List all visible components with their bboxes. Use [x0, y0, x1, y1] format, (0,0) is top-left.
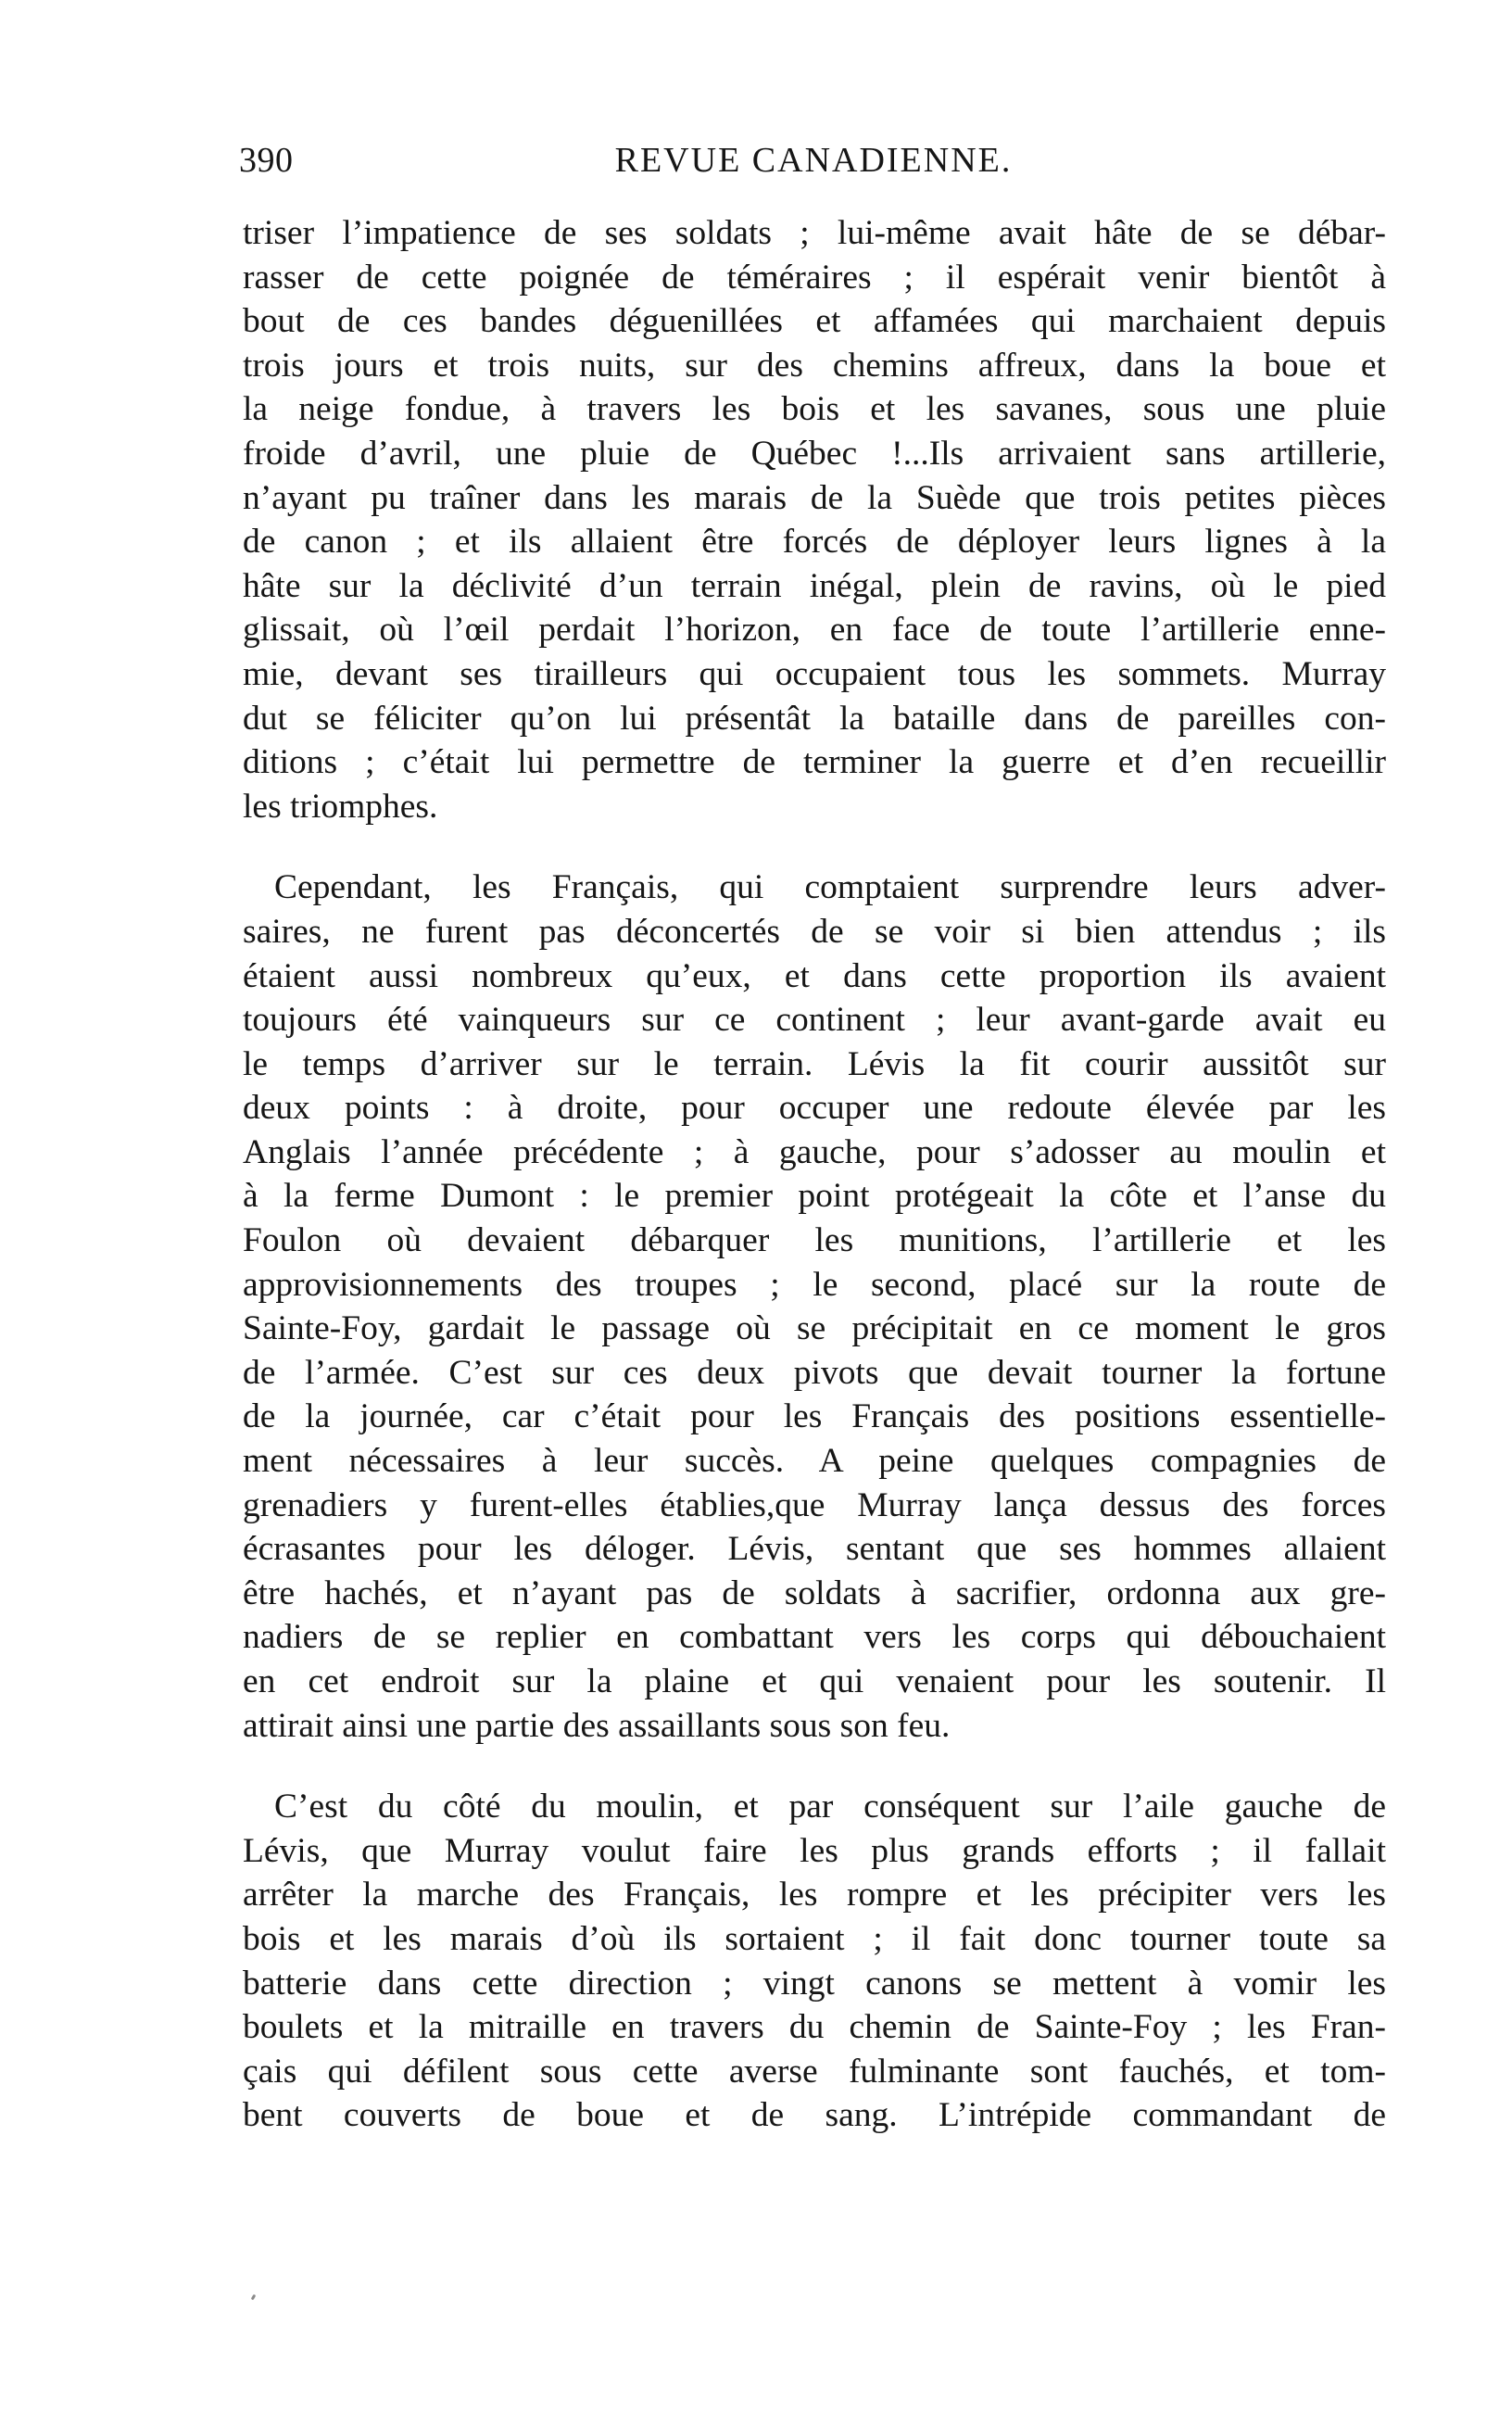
page-number: 390 — [239, 141, 294, 180]
paragraph-1 — [243, 211, 1386, 828]
text-line: hâte sur la déclivité d’un terrain inégal, plein de ravins, où le pied — [243, 566, 1386, 605]
text-line: écrasantes pour les déloger. Lévis, sentant que ses hommes allaient — [243, 1530, 1386, 1569]
text-line: Cependant, les Français, qui comptaient surprendre leurs adver- — [274, 868, 1386, 907]
text-line: glissait, où l’œil perdait l’horizon, en face de toute l’artillerie enne- — [243, 611, 1386, 650]
text-line: être hachés, et n’ayant pas de soldats à sacrifier, ordonna aux gre- — [243, 1573, 1386, 1612]
text-line: çais qui défilent sous cette averse fulminante sont fauchés, et tom- — [243, 2052, 1386, 2091]
text-line: batterie dans cette direction ; vingt canons se mettent à vomir les — [243, 1964, 1386, 2003]
body-text — [243, 211, 1386, 2138]
text-line: bout de ces bandes déguenillées et affamées qui marchaient depuis — [243, 302, 1386, 341]
text-line: étaient aussi nombreux qu’eux, et dans cette proportion ils avaient — [243, 956, 1386, 995]
journal-title: REVUE CANADIENNE. — [614, 141, 1013, 180]
text-line: rasser de cette poignée de téméraires ; il espérait venir bientôt à — [243, 258, 1386, 297]
text-line: C’est du côté du moulin, et par conséquent sur l’aile gauche de — [274, 1788, 1386, 1826]
text-line: Anglais l’année précédente ; à gauche, pour s’adosser au moulin et — [243, 1132, 1386, 1171]
text-line: dut se féliciter qu’on lui présentât la bataille dans de pareilles con- — [243, 699, 1386, 738]
paragraph-3 — [243, 1785, 1386, 2138]
text-line: à la ferme Dumont : le premier point protégeait la côte et l’anse du — [243, 1177, 1386, 1216]
text-line: grenadiers y furent-elles établies,que Murray lança dessus des forces — [243, 1485, 1386, 1524]
text-line: bois et les marais d’où ils sortaient ; il fait donc tourner toute sa — [243, 1919, 1386, 1958]
text-line: froide d’avril, une pluie de Québec !...Ils arrivaient sans artillerie, — [243, 434, 1386, 473]
ink-speck — [251, 2294, 257, 2301]
text-line: n’ayant pu traîner dans les marais de la Suède que trois petites pièces — [243, 478, 1386, 517]
text-line: trois jours et trois nuits, sur des chemins affreux, dans la boue et — [243, 346, 1386, 385]
text-line: de l’armée. C’est sur ces deux pivots que devait tourner la fortune — [243, 1353, 1386, 1392]
paragraph-2 — [243, 866, 1386, 1748]
text-line: triser l’impatience de ses soldats ; lui-même avait hâte de se débar- — [243, 214, 1386, 252]
text-line: boulets et la mitraille en travers du chemin de Sainte-Foy ; les Fran- — [243, 2008, 1386, 2047]
text-line: attirait ainsi une partie des assaillants sous son feu. — [243, 1706, 951, 1745]
text-line: de la journée, car c’était pour les Français des positions essentielle- — [243, 1397, 1386, 1436]
text-line: la neige fondue, à travers les bois et les savanes, sous une pluie — [243, 390, 1386, 429]
text-line: nadiers de se replier en combattant vers les corps qui débouchaient — [243, 1618, 1386, 1657]
text-line: le temps d’arriver sur le terrain. Lévis la fit courir aussitôt sur — [243, 1044, 1386, 1083]
text-line: deux points : à droite, pour occuper une redoute élevée par les — [243, 1089, 1386, 1128]
text-line: approvisionnements des troupes ; le second, placé sur la route de — [243, 1265, 1386, 1304]
text-line: Sainte-Foy, gardait le passage où se précipitait en ce moment le gros — [243, 1309, 1386, 1348]
text-line: saires, ne furent pas déconcertés de se voir si bien attendus ; ils — [243, 912, 1386, 951]
text-line: toujours été vainqueurs sur ce continent ; leur avant-garde avait eu — [243, 1001, 1386, 1040]
text-line: arrêter la marche des Français, les rompre et les précipiter vers les — [243, 1876, 1386, 1914]
text-line: ment nécessaires à leur succès. A peine quelques compagnies de — [243, 1442, 1386, 1481]
text-line: de canon ; et ils allaient être forcés de déployer leurs lignes à la — [243, 523, 1386, 562]
text-line: mie, devant ses tirailleurs qui occupaient tous les sommets. Murray — [243, 654, 1386, 693]
text-line: ditions ; c’était lui permettre de terminer la guerre et d’en recueillir — [243, 743, 1386, 782]
text-line: Lévis, que Murray voulut faire les plus grands efforts ; il fallait — [243, 1831, 1386, 1870]
running-head — [239, 137, 1388, 183]
text-line: Foulon où devaient débarquer les munitions, l’artillerie et les — [243, 1221, 1386, 1260]
text-line: les triomphes. — [243, 787, 438, 826]
text-line: bent couverts de boue et de sang. L’intrépide commandant de — [243, 2096, 1386, 2135]
text-line: en cet endroit sur la plaine et qui venaient pour les soutenir. Il — [243, 1662, 1386, 1700]
